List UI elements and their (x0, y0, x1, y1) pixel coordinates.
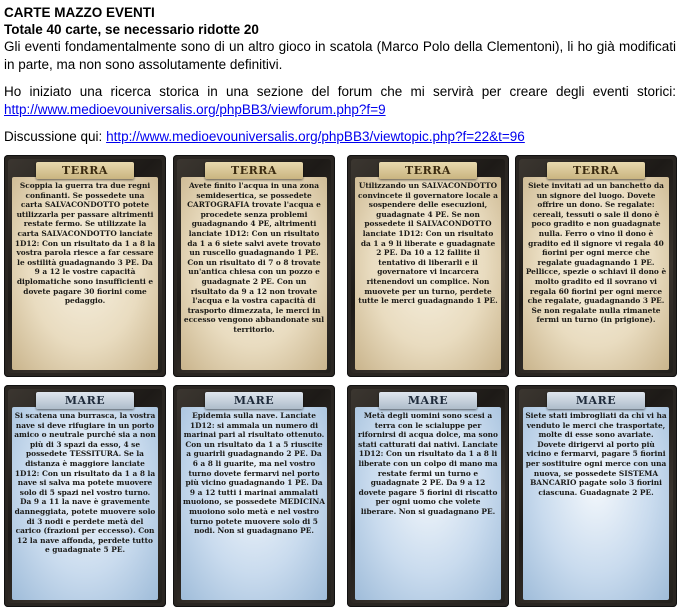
document-subtitle: Totale 40 carte, se necessario ridotte 20 (4, 22, 259, 37)
card-banner: TERRA (205, 162, 303, 179)
forum-link[interactable]: http://www.medioevouniversalis.org/phpBB3/viewforum.php?f=9 (4, 101, 386, 117)
card-text: Utilizzando un SALVACONDOTTO convincete il governatore locale a sospendere delle esecuzioni, guadagnate 4 PE. Se non possedete il SALVACONDOTTO lanciate 1D12: Con un risultato da 1 a 9 li liberate e guadagnate 2 PE. Da 10 a 12 fallite il tentativo di liberarli e il governatore vi incarcera ritenendovi un complice. Non muovete per un turno, perdete tutte le merci guadagnando 1 PE. (358, 181, 498, 306)
terra-row (4, 155, 678, 377)
card-text: Si scatena una burrasca, la vostra nave si deve rifugiare in un porto amico o neutrale purché sia a non più di 3 spazi da esso, 4 se possedete TESSITURA. Se la distanza è maggiore lanciate 1D12: Con un risultato da 1 a 8 la nave si salva ma potete muovere solo di 5 spazi nel vostro turno. Da 9 a 11 la nave è gravemente danneggiata, potete muovere solo di 3 nodi e perdete metà del carico (frazioni per eccesso). Con 12 la nave affonda, perdete tutto e guadagnate 5 PE. (14, 411, 156, 555)
card-banner: MARE (547, 392, 645, 409)
mare-card-4 (515, 385, 677, 607)
terra-card-2 (173, 155, 335, 377)
research-text: Ho iniziato una ricerca storica in una sezione del forum che mi servirà per creare degli eventi storici: (4, 84, 676, 99)
intro-paragraph: Gli eventi fondamentalmente sono di un altro gioco in scatola (Marco Polo della Clementoni), li ho già modificati in parte, ma non sono assolutamente definitivi. (4, 39, 676, 72)
discussion-paragraph (4, 128, 676, 146)
card-banner: MARE (379, 392, 477, 409)
card-text: Siete stati imbrogliati da chi vi ha venduto le merci che trasportate, molte di esse sono avariate. Dovete dirigervi al porto più vicino e fermarvi, pagare 5 fiorini per sostituire ogni merce con una nuova, se possedete SISTEMA BANCARIO pagate solo 3 fiorini ciascuna. Guadagnate 2 PE. (525, 411, 667, 497)
card-banner: MARE (205, 392, 303, 409)
card-text: Scoppia la guerra tra due regni confinanti. Se possedete una carta SALVACONDOTTO potete utilizzarla per passare altrimenti restate fermo. Se utilizzate la carta SALVACONDOTTO lanciate 1D12: Con un risultato da 1 a 8 la vostra parola riesce a far cessare le ostilità guadagnando 3 PE. Da 9 a 12 le vostre capacità diplomatiche sono insufficienti e dovete pagare 30 fiorini come pedaggio. (14, 181, 156, 306)
mare-card-2 (173, 385, 335, 607)
document-title: CARTE MAZZO EVENTI (4, 5, 155, 20)
document (4, 4, 676, 146)
terra-card-3 (347, 155, 509, 377)
discussion-link[interactable]: http://www.medioevouniversalis.org/phpBB3/viewtopic.php?f=22&t=96 (106, 129, 525, 144)
cards-grid (4, 155, 678, 615)
mare-row (4, 385, 678, 607)
card-banner: MARE (36, 392, 134, 409)
research-paragraph (4, 83, 676, 118)
card-text: Metà degli uomini sono scesi a terra con le scialuppe per rifornirsi di acqua dolce, ma sono stati catturati dai nativi. Lanciate 1D12: Con un risultato da 1 a 8 li liberate con un colpo di mano ma restate fermi un turno e guadagnate 2 PE. Da 9 a 12 dovete pagare 5 fiorini di riscatto per ogni uomo che volete liberare. Non si guadagnano PE. (358, 411, 498, 516)
discussion-label: Discussione qui: (4, 129, 103, 144)
card-text: Siete invitati ad un banchetto da un signore del luogo. Dovete offrire un dono. Se regalate: cereali, tessuti o sale il dono è poco gradito e non guadagnate nulla. Ferro o vino il dono è gradito ed il signore vi regala 40 fiorini per ogni merce che regalate guadagnando 1 PE. Pellicce, spezie o schiavi il dono è molto gradito ed il sovrano vi regala 60 fiorini per ogni merce che regalate, guadagnando 3 PE. Se non regalate nulla rimanete fermi un turno (in prigione). (525, 181, 667, 325)
terra-card-1 (4, 155, 166, 377)
card-text: Avete finito l'acqua in una zona semidesertica, se possedete CARTOGRAFIA trovate l'acqua e procedete senza problemi guadagnando 4 PE, altrimenti lanciate 1D12: Con un risultato da 1 a 6 siete salvi avete trovato un ruscello guadagnando 1 PE. Con un risultato di 7 o 8 trovate un'antica chiesa con un pozzo e guadagnate 2 PE. Con un risultato da 9 a 12 non trovate l'acqua e la vostra capacità di trasporto dimezzata, le merci in eccesso vengono abbandonate sul territorio. (183, 181, 325, 334)
card-banner: TERRA (547, 162, 645, 179)
card-banner: TERRA (36, 162, 134, 179)
card-banner: TERRA (379, 162, 477, 179)
mare-card-3 (347, 385, 509, 607)
mare-card-1 (4, 385, 166, 607)
terra-card-4 (515, 155, 677, 377)
card-text: Epidemia sulla nave. Lanciate 1D12: si ammala un numero di marinai pari al risultato ottenuto. Con un risultato da 1 a 5 riuscite a guarirli guadagnando 2 PE. Da 6 a 8 li guarite, ma nel vostro turno dovete fermarvi nel porto più vicino guadagnando 1 PE. Da 9 a 12 tutti i marinai ammalati muoiono, se possedete MEDICINA muoiono solo metà e nel vostro turno potete muovere solo di 5 nodi. Non si guadagnano PE. (183, 411, 325, 536)
